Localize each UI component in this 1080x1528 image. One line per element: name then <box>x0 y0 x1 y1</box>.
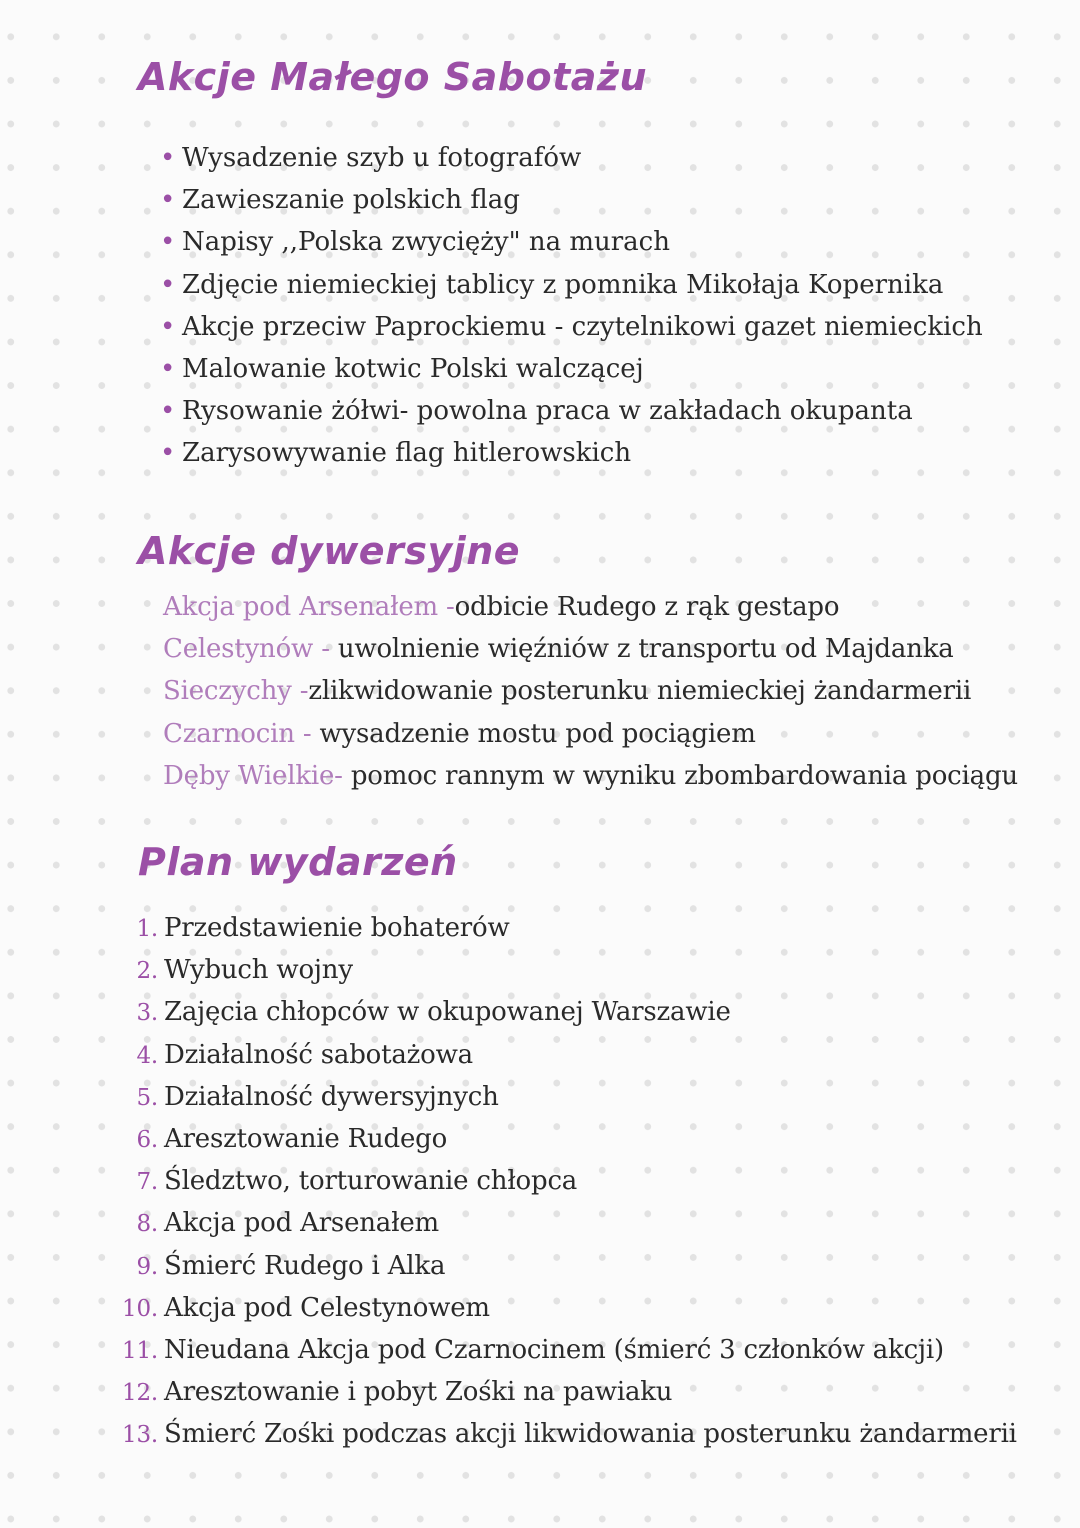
item-text: Aresztowanie i pobyt Zośki na pawiaku <box>164 1377 673 1408</box>
item-text: Śmierć Zośki podczas akcji likwidowania posterunku żandarmerii <box>164 1419 1017 1450</box>
list-item-text: Zarysowywanie flag hitlerowskich <box>182 438 632 469</box>
action-description: odbicie Rudego z rąk gestapo <box>454 592 840 622</box>
list-item <box>110 1076 1017 1118</box>
action-separator: - <box>294 718 320 749</box>
item-text: Aresztowanie Rudego <box>164 1123 448 1154</box>
list-item <box>110 1160 1017 1202</box>
list-item <box>160 348 983 390</box>
list-item <box>110 1034 1017 1076</box>
action-place: Celestynów <box>163 634 314 665</box>
item-text: Działalność dywersyjnych <box>164 1081 499 1112</box>
bullet-icon: • <box>160 185 176 216</box>
list-item <box>163 670 1018 712</box>
item-text: Śledztwo, torturowanie chłopca <box>164 1166 578 1197</box>
list-item-text: Malowanie kotwic Polski walczącej <box>182 353 644 384</box>
item-number: 10. <box>122 1295 158 1322</box>
bullet-icon: • <box>160 269 176 300</box>
item-text: Wybuch wojny <box>164 955 353 986</box>
item-number: 4. <box>136 1042 158 1069</box>
list-item <box>160 306 983 348</box>
plan-list <box>110 907 1017 1455</box>
plan-heading: Plan wydarzeń <box>138 840 458 884</box>
list-item <box>110 1118 1017 1160</box>
item-text: Śmierć Rudego i Alka <box>164 1250 446 1281</box>
item-number: 1. <box>136 916 158 942</box>
list-item <box>160 221 983 263</box>
list-item <box>110 1371 1017 1413</box>
action-separator: - <box>291 676 309 707</box>
list-item-text: Zawieszanie polskich flag <box>182 185 520 216</box>
item-number: 3. <box>136 1000 158 1027</box>
item-number: 5. <box>136 1084 158 1111</box>
list-item <box>110 1329 1017 1371</box>
item-text: Nieudana Akcja pod Czarnocinem (śmierć 3 członków akcji) <box>164 1334 944 1365</box>
item-number: 9. <box>136 1253 158 1280</box>
list-item <box>110 1287 1017 1329</box>
list-item-text: Akcje przeciw Paprockiemu - czytelnikowi gazet niemieckich <box>182 311 983 342</box>
diversion-list <box>163 586 1018 797</box>
list-item <box>160 390 983 432</box>
list-item <box>163 713 1018 755</box>
action-description: uwolnienie więźniów z transportu od Majdanka <box>337 634 954 665</box>
list-item <box>110 1413 1017 1455</box>
item-number: 12. <box>122 1380 158 1407</box>
list-item <box>110 991 1017 1033</box>
list-item <box>160 432 983 474</box>
item-text: Działalność sabotażowa <box>164 1039 473 1070</box>
list-item <box>110 1202 1017 1244</box>
action-separator: - <box>313 634 338 665</box>
list-item-text: Zdjęcie niemieckiej tablicy z pomnika Mikołaja Kopernika <box>182 269 944 300</box>
item-text: Akcja pod Arsenałem <box>164 1208 439 1239</box>
list-item-text: Wysadzenie szyb u fotografów <box>182 143 582 173</box>
action-description: wysadzenie mostu pod pociągiem <box>319 718 756 749</box>
bullet-icon: • <box>160 143 176 173</box>
sabotage-list <box>160 137 983 475</box>
list-item <box>163 755 1018 797</box>
diversion-heading: Akcje dywersyjne <box>138 529 521 573</box>
action-place: Czarnocin <box>163 718 295 749</box>
bullet-icon: • <box>160 396 176 427</box>
list-item <box>163 628 1018 670</box>
action-place: Akcja pod Arsenałem <box>163 592 438 622</box>
list-item <box>110 949 1017 991</box>
list-item-text: Rysowanie żółwi- powolna praca w zakładach okupanta <box>182 396 913 427</box>
item-number: 11. <box>122 1337 158 1364</box>
list-item <box>163 586 1018 628</box>
item-number: 2. <box>136 958 158 985</box>
item-number: 13. <box>122 1422 158 1449</box>
bullet-icon: • <box>160 311 176 342</box>
list-item <box>160 137 983 179</box>
item-text: Zajęcia chłopców w okupowanej Warszawie <box>164 997 731 1028</box>
list-item-text: Napisy ,,Polska zwycięży" na murach <box>182 227 670 258</box>
action-description: zlikwidowanie posterunku niemieckiej żandarmerii <box>308 676 972 707</box>
action-place: Sieczychy <box>163 676 292 707</box>
item-number: 7. <box>136 1169 158 1196</box>
list-item <box>160 179 983 221</box>
list-item <box>110 907 1017 949</box>
sabotage-heading: Akcje Małego Sabotażu <box>138 55 648 99</box>
list-item <box>160 264 983 306</box>
action-separator: - <box>334 760 351 791</box>
bullet-icon: • <box>160 353 176 384</box>
item-number: 6. <box>136 1126 158 1153</box>
action-place: Dęby Wielkie <box>163 760 335 791</box>
bullet-icon: • <box>160 438 176 469</box>
action-separator: - <box>437 592 455 622</box>
item-text: Przedstawienie bohaterów <box>164 913 510 943</box>
list-item <box>110 1245 1017 1287</box>
item-text: Akcja pod Celestynowem <box>164 1292 490 1323</box>
item-number: 8. <box>136 1211 158 1238</box>
bullet-icon: • <box>160 227 176 258</box>
action-description: pomoc rannym w wyniku zbombardowania pociągu <box>350 760 1018 791</box>
